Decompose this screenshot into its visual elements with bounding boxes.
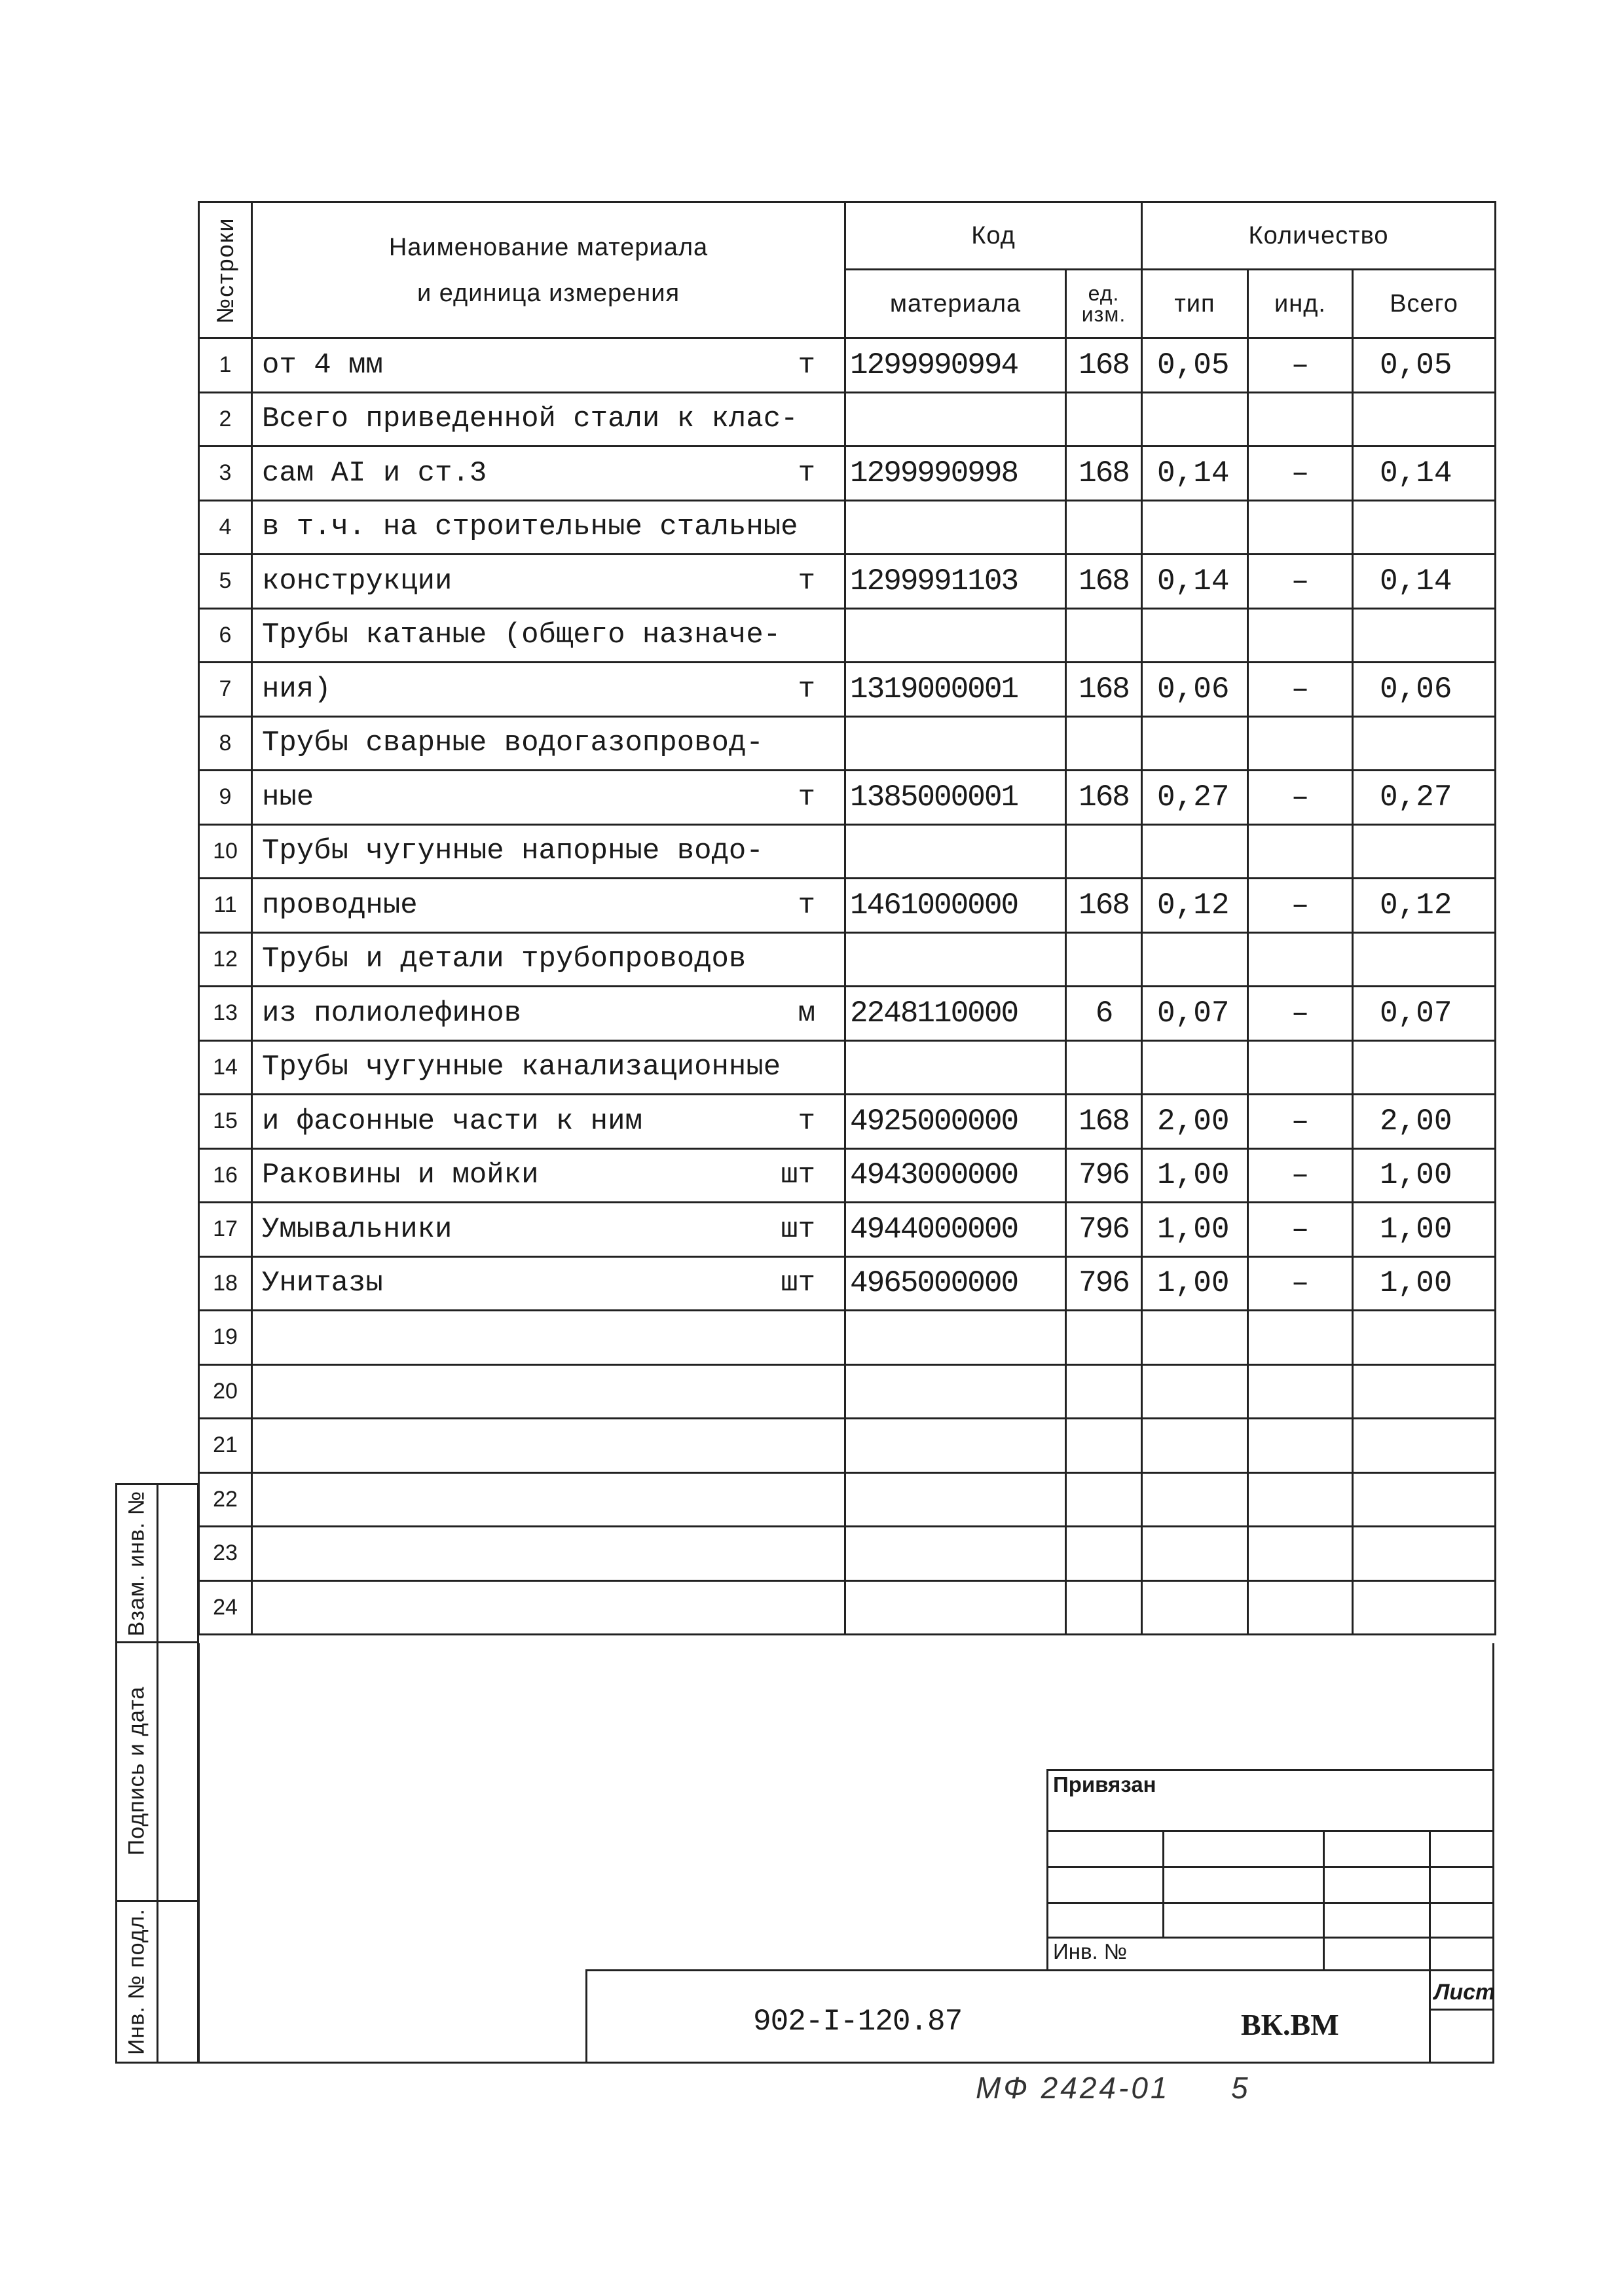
row-number: 18 <box>199 1256 252 1311</box>
unit-code <box>1066 1527 1142 1581</box>
qty-type: 2,00 <box>1142 1095 1248 1149</box>
material-name-cell <box>252 500 845 555</box>
name-header: Наименование материала и единица измерения <box>252 202 845 338</box>
table-row <box>199 1419 1496 1473</box>
qty-type <box>1142 932 1248 987</box>
material-name-cell <box>252 555 845 609</box>
material-unit: т <box>798 672 815 706</box>
material-name: проводные <box>262 888 418 922</box>
qty-total <box>1353 716 1496 771</box>
material-name-cell <box>252 1256 845 1311</box>
unit-code <box>1066 932 1142 987</box>
material-code: 1461000000 <box>845 879 1066 933</box>
qty-type: 0,06 <box>1142 663 1248 717</box>
unit-code: 168 <box>1066 338 1142 393</box>
row-number: 13 <box>199 987 252 1041</box>
material-name-cell <box>252 987 845 1041</box>
table-row <box>199 1311 1496 1365</box>
material-name: Всего приведенной стали к клас- <box>262 403 798 436</box>
material-name: от 4 мм <box>262 348 383 382</box>
material-code <box>845 1527 1066 1581</box>
material-name: в т.ч. на строительные стальные <box>262 511 798 544</box>
material-name: Трубы чугунные напорные водо- <box>262 835 764 868</box>
material-code: 1385000001 <box>845 771 1066 825</box>
qty-total: 0,12 <box>1353 879 1496 933</box>
row-number: 12 <box>199 932 252 987</box>
material-unit: т <box>798 564 815 598</box>
material-unit: м <box>798 996 815 1030</box>
qty-type <box>1142 716 1248 771</box>
table-row <box>199 716 1496 771</box>
code-header: Код <box>845 202 1142 270</box>
qty-type: 0,07 <box>1142 987 1248 1041</box>
qty-total <box>1353 392 1496 446</box>
row-number: 9 <box>199 771 252 825</box>
material-unit: т <box>798 888 815 922</box>
table-row <box>199 1095 1496 1149</box>
qty-ind: – <box>1248 663 1353 717</box>
table-row <box>199 1364 1496 1419</box>
qty-total <box>1353 1472 1496 1527</box>
material-name-cell <box>252 446 845 501</box>
material-name: сам АI и ст.3 <box>262 456 487 490</box>
material-code: 4965000000 <box>845 1256 1066 1311</box>
material-name-cell <box>252 1527 845 1581</box>
table-row <box>199 608 1496 663</box>
qty-type <box>1142 1527 1248 1581</box>
qty-ind: – <box>1248 1203 1353 1257</box>
unit-code: 796 <box>1066 1256 1142 1311</box>
material-unit: т <box>798 1104 815 1138</box>
inv-no-label: Инв. № <box>1053 1939 1128 1963</box>
qty-type <box>1142 1311 1248 1365</box>
table-row <box>199 392 1496 446</box>
unit-code <box>1066 824 1142 879</box>
qty-total <box>1353 932 1496 987</box>
material-name: Трубы сварные водогазопровод- <box>262 727 764 760</box>
row-number: 1 <box>199 338 252 393</box>
material-name: Трубы катаные (общего назначе- <box>262 619 781 652</box>
row-number: 3 <box>199 446 252 501</box>
qty-ind-header: инд. <box>1248 270 1353 338</box>
table-row <box>199 446 1496 501</box>
table-row <box>199 1527 1496 1581</box>
qty-total: 0,27 <box>1353 771 1496 825</box>
qty-ind <box>1248 1419 1353 1473</box>
unit-code <box>1066 1472 1142 1527</box>
material-code <box>845 716 1066 771</box>
qty-total: 0,06 <box>1353 663 1496 717</box>
qty-ind <box>1248 608 1353 663</box>
qty-total <box>1353 608 1496 663</box>
material-code: 1299990994 <box>845 338 1066 393</box>
table-row <box>199 771 1496 825</box>
row-number: 6 <box>199 608 252 663</box>
unit-code: 168 <box>1066 879 1142 933</box>
material-name: Раковины и мойки <box>262 1159 539 1192</box>
material-name: ния) <box>262 672 331 706</box>
material-unit: т <box>798 348 815 382</box>
qty-ind: – <box>1248 987 1353 1041</box>
qty-total <box>1353 1580 1496 1635</box>
material-unit: шт <box>781 1159 815 1192</box>
qty-type: 1,00 <box>1142 1256 1248 1311</box>
qty-ind: – <box>1248 1256 1353 1311</box>
qty-total <box>1353 1419 1496 1473</box>
qty-type <box>1142 392 1248 446</box>
table-row <box>199 824 1496 879</box>
row-number: 2 <box>199 392 252 446</box>
material-name: Унитазы <box>262 1267 383 1300</box>
material-name: из полиолефинов <box>262 996 522 1030</box>
unit-code <box>1066 1040 1142 1095</box>
unit-code: 168 <box>1066 771 1142 825</box>
material-name-cell <box>252 1040 845 1095</box>
unit-code: 168 <box>1066 555 1142 609</box>
qty-ind <box>1248 1311 1353 1365</box>
row-number: 10 <box>199 824 252 879</box>
qty-total: 0,14 <box>1353 446 1496 501</box>
material-code <box>845 392 1066 446</box>
material-unit: шт <box>781 1267 815 1300</box>
material-code: 4925000000 <box>845 1095 1066 1149</box>
qty-total: 0,14 <box>1353 555 1496 609</box>
material-name: конструкции <box>262 564 452 598</box>
row-number: 4 <box>199 500 252 555</box>
doc-code: 902-I-120.87 <box>753 2005 963 2039</box>
qty-ind <box>1248 1472 1353 1527</box>
material-name-cell <box>252 1311 845 1365</box>
qty-type: 0,14 <box>1142 555 1248 609</box>
qty-ind <box>1248 1040 1353 1095</box>
row-number: 8 <box>199 716 252 771</box>
qty-ind <box>1248 824 1353 879</box>
material-name-cell <box>252 608 845 663</box>
stamp-podpis-label: Подпись и дата <box>124 1686 149 1855</box>
material-code <box>845 1419 1066 1473</box>
qty-ind: – <box>1248 555 1353 609</box>
row-number: 16 <box>199 1148 252 1203</box>
lower-frame <box>198 1643 1494 2064</box>
material-name-cell <box>252 392 845 446</box>
material-code <box>845 608 1066 663</box>
unit-code <box>1066 392 1142 446</box>
qty-total <box>1353 824 1496 879</box>
table-row <box>199 1148 1496 1203</box>
stamp-vzam <box>115 1483 199 1643</box>
material-name-cell <box>252 1203 845 1257</box>
qty-total <box>1353 1311 1496 1365</box>
material-unit: т <box>798 456 815 490</box>
qty-type: 0,14 <box>1142 446 1248 501</box>
material-code: 2248110000 <box>845 987 1066 1041</box>
material-code <box>845 500 1066 555</box>
material-name-cell <box>252 1580 845 1635</box>
doc-mark: ВК.ВМ <box>1241 2008 1339 2041</box>
material-name: ные <box>262 780 314 814</box>
qty-ind: – <box>1248 771 1353 825</box>
table-row <box>199 338 1496 393</box>
unit-code: 168 <box>1066 663 1142 717</box>
qty-ind <box>1248 1364 1353 1419</box>
material-name-cell <box>252 932 845 987</box>
qty-ind <box>1248 500 1353 555</box>
code-material-header: материала <box>845 270 1066 338</box>
unit-code: 796 <box>1066 1148 1142 1203</box>
qty-ind <box>1248 392 1353 446</box>
material-name-cell <box>252 1095 845 1149</box>
material-unit: шт <box>781 1212 815 1246</box>
table-row <box>199 500 1496 555</box>
material-name: и фасонные части к ним <box>262 1104 642 1138</box>
qty-ind: – <box>1248 1148 1353 1203</box>
material-code <box>845 1364 1066 1419</box>
qty-type <box>1142 1472 1248 1527</box>
qty-total <box>1353 500 1496 555</box>
material-name-cell <box>252 879 845 933</box>
material-name-cell <box>252 1148 845 1203</box>
unit-code <box>1066 716 1142 771</box>
unit-code: 168 <box>1066 446 1142 501</box>
qty-total: 1,00 <box>1353 1256 1496 1311</box>
material-code <box>845 932 1066 987</box>
stamp-inv-podl <box>115 1900 199 2064</box>
row-number: 23 <box>199 1527 252 1581</box>
qty-ind: – <box>1248 338 1353 393</box>
qty-total: 1,00 <box>1353 1148 1496 1203</box>
qty-type: 0,27 <box>1142 771 1248 825</box>
table-row <box>199 555 1496 609</box>
material-code <box>845 824 1066 879</box>
table-row <box>199 987 1496 1041</box>
row-number: 7 <box>199 663 252 717</box>
qty-total-header: Всего <box>1353 270 1496 338</box>
list-label: Лист <box>1434 1980 1496 2005</box>
row-number: 5 <box>199 555 252 609</box>
qty-ind: – <box>1248 1095 1353 1149</box>
qty-ind <box>1248 1580 1353 1635</box>
row-number: 24 <box>199 1580 252 1635</box>
material-name-cell <box>252 1364 845 1419</box>
qty-type <box>1142 1040 1248 1095</box>
archive-number: МФ 2424-01 <box>976 2071 1170 2105</box>
material-name: Умывальники <box>262 1212 452 1246</box>
stamp-podpis <box>115 1641 199 1902</box>
unit-code <box>1066 500 1142 555</box>
material-code <box>845 1040 1066 1095</box>
qty-type: 1,00 <box>1142 1203 1248 1257</box>
qty-type <box>1142 824 1248 879</box>
qty-type <box>1142 1419 1248 1473</box>
qty-total <box>1353 1364 1496 1419</box>
row-number: 14 <box>199 1040 252 1095</box>
qty-type: 0,12 <box>1142 879 1248 933</box>
material-name: Трубы и детали трубопроводов <box>262 943 747 976</box>
material-code <box>845 1311 1066 1365</box>
material-name: Трубы чугунные канализационные <box>262 1051 781 1084</box>
material-name-cell <box>252 338 845 393</box>
unit-code: 168 <box>1066 1095 1142 1149</box>
qty-total: 0,05 <box>1353 338 1496 393</box>
table-row <box>199 663 1496 717</box>
material-code: 1319000001 <box>845 663 1066 717</box>
material-name-cell <box>252 1472 845 1527</box>
qty-total: 1,00 <box>1353 1203 1496 1257</box>
row-number: 11 <box>199 879 252 933</box>
stamp-inv-podl-label: Инв. № подл. <box>124 1908 149 2055</box>
unit-code <box>1066 1419 1142 1473</box>
qty-ind <box>1248 932 1353 987</box>
qty-total <box>1353 1527 1496 1581</box>
row-number: 15 <box>199 1095 252 1149</box>
qty-total <box>1353 1040 1496 1095</box>
table-row <box>199 1203 1496 1257</box>
unit-code: 796 <box>1066 1203 1142 1257</box>
row-number: 19 <box>199 1311 252 1365</box>
material-name-cell <box>252 1419 845 1473</box>
qty-type <box>1142 1364 1248 1419</box>
qty-type <box>1142 500 1248 555</box>
table-row <box>199 932 1496 987</box>
row-number: 20 <box>199 1364 252 1419</box>
material-code: 1299991103 <box>845 555 1066 609</box>
material-name-cell <box>252 663 845 717</box>
unit-code <box>1066 1311 1142 1365</box>
material-code: 4944000000 <box>845 1203 1066 1257</box>
unit-code <box>1066 1580 1142 1635</box>
material-name-cell <box>252 716 845 771</box>
row-number-header: №строки <box>199 202 252 338</box>
material-code <box>845 1472 1066 1527</box>
quantity-header: Количество <box>1142 202 1496 270</box>
row-number: 21 <box>199 1419 252 1473</box>
row-number: 22 <box>199 1472 252 1527</box>
qty-type: 0,05 <box>1142 338 1248 393</box>
table-row <box>199 1472 1496 1527</box>
unit-code <box>1066 1364 1142 1419</box>
page-number: 5 <box>1231 2071 1248 2105</box>
privyazan-label: Привязан <box>1053 1772 1156 1796</box>
qty-type: 1,00 <box>1142 1148 1248 1203</box>
qty-ind <box>1248 1527 1353 1581</box>
material-unit: т <box>798 780 815 814</box>
qty-type <box>1142 608 1248 663</box>
stamp-vzam-label: Взам. инв. № <box>124 1490 149 1636</box>
qty-total: 0,07 <box>1353 987 1496 1041</box>
qty-total: 2,00 <box>1353 1095 1496 1149</box>
table-row <box>199 879 1496 933</box>
material-code: 4943000000 <box>845 1148 1066 1203</box>
material-name-cell <box>252 771 845 825</box>
unit-code: 6 <box>1066 987 1142 1041</box>
qty-ind <box>1248 716 1353 771</box>
row-number: 17 <box>199 1203 252 1257</box>
material-code: 1299990998 <box>845 446 1066 501</box>
material-name-cell <box>252 824 845 879</box>
qty-ind: – <box>1248 879 1353 933</box>
material-code <box>845 1580 1066 1635</box>
table-row <box>199 1580 1496 1635</box>
materials-table <box>198 201 1496 1635</box>
table-row <box>199 1040 1496 1095</box>
qty-type <box>1142 1580 1248 1635</box>
table-row <box>199 1256 1496 1311</box>
qty-type-header: тип <box>1142 270 1248 338</box>
qty-ind: – <box>1248 446 1353 501</box>
unit-code <box>1066 608 1142 663</box>
code-unit-header: ед. изм. <box>1066 270 1142 338</box>
